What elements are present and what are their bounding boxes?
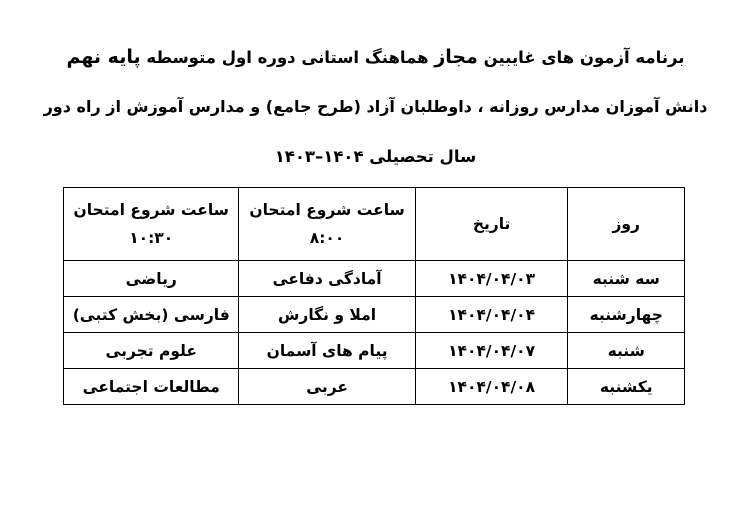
cell-date: ۱۴۰۴/۰۴/۰۸: [415, 369, 568, 405]
header-session2: [64, 188, 239, 261]
cell-session1: پیام های آسمان: [239, 333, 415, 369]
cell-day: چهارشنبه: [568, 297, 685, 333]
header-session1-time: ۸:۰۰: [309, 229, 345, 247]
header-session1-label: ساعت شروع امتحان: [249, 201, 405, 219]
header-session1: [239, 188, 415, 261]
title-emphasis-allowed: مجاز: [434, 46, 478, 68]
header-date: تاریخ: [415, 188, 568, 261]
title-middle: هماهنگ استانی دوره اول متوسطه: [146, 48, 429, 67]
cell-session2: علوم تجربی: [64, 333, 239, 369]
cell-session2: فارسی (بخش کتبی): [64, 297, 239, 333]
header-session2-label: ساعت شروع امتحان: [73, 201, 229, 219]
cell-session2: ریاضی: [64, 261, 239, 297]
cell-date: ۱۴۰۴/۰۴/۰۷: [415, 333, 568, 369]
exam-schedule-table: [63, 187, 685, 405]
cell-day: شنبه: [568, 333, 685, 369]
title-emphasis-grade: پایه نهم: [66, 46, 141, 68]
cell-session1: املا و نگارش: [239, 297, 415, 333]
table-row: [64, 261, 685, 297]
cell-day: سه شنبه: [568, 261, 685, 297]
document-title: [0, 46, 751, 68]
cell-session2: مطالعات اجتماعی: [64, 369, 239, 405]
title-prefix: برنامه آزمون های غایبین: [483, 48, 685, 67]
table-row: [64, 369, 685, 405]
cell-day: یکشنبه: [568, 369, 685, 405]
cell-session1: عربی: [239, 369, 415, 405]
header-day: روز: [568, 188, 685, 261]
header-session2-time: ۱۰:۳۰: [129, 229, 174, 247]
cell-date: ۱۴۰۴/۰۴/۰۳: [415, 261, 568, 297]
cell-date: ۱۴۰۴/۰۴/۰۴: [415, 297, 568, 333]
academic-year: سال تحصیلی ۱۴۰۴–۱۴۰۳: [274, 147, 477, 166]
table-header-row: [64, 188, 685, 261]
cell-session1: آمادگی دفاعی: [239, 261, 415, 297]
document-subtitle: دانش آموزان مدارس روزانه ، داوطلبان آزاد (طرح جامع) و مدارس آموزش از راه دور: [43, 97, 708, 116]
table-row: [64, 297, 685, 333]
table-row: [64, 333, 685, 369]
